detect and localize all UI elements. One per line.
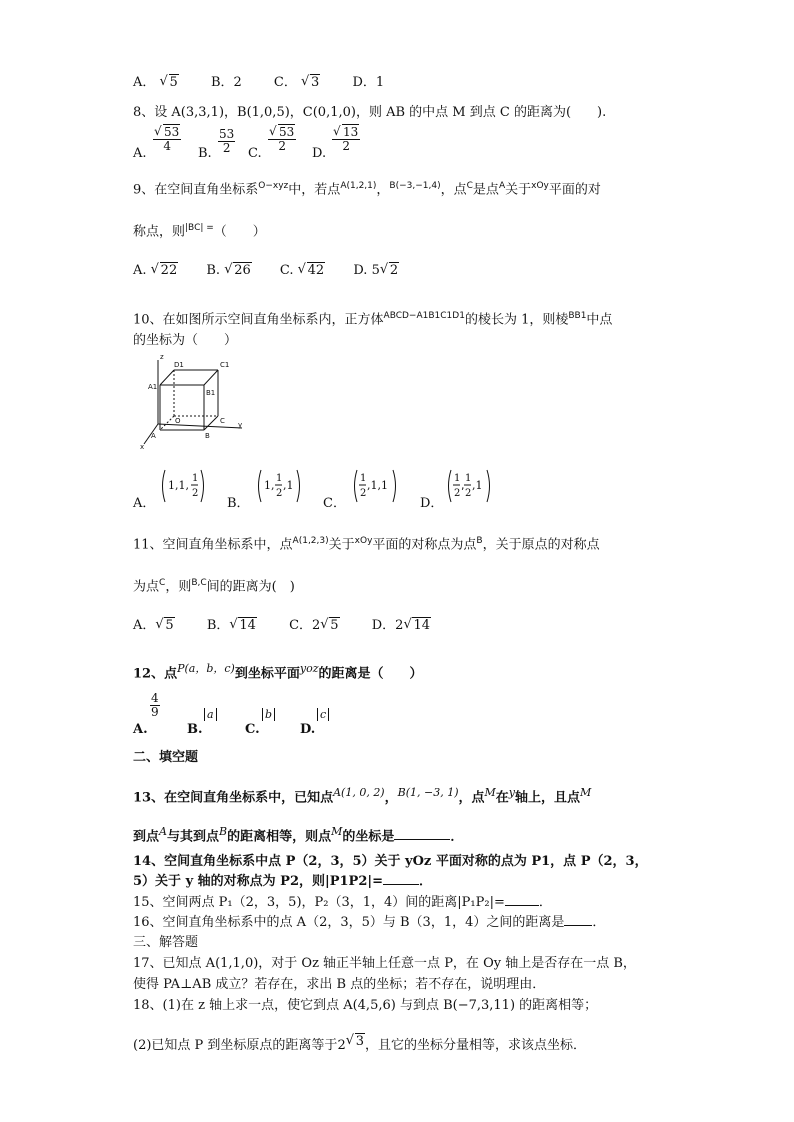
fig-label-y: y xyxy=(238,421,243,429)
q10-line1: 10、在如图所示空间直角坐标系内，正方体$^{ABCD-A1B1C1D1}$的棱长为 1，则棱$^{BB1}$中点 xyxy=(133,311,613,328)
fig-label-x: x xyxy=(140,443,145,451)
svg-text:2: 2 xyxy=(454,488,461,499)
q10-line2: 的坐标为（ ） xyxy=(133,333,238,348)
q7-option-a: A． xyxy=(133,75,156,90)
vector-half-1-1 xyxy=(352,468,398,507)
q14-line2: 5）关于 y 轴的对称点为 P2，则|P1P2|= ． xyxy=(133,874,433,889)
section-answer-title: 三、解答题 xyxy=(133,935,199,950)
answer-blank xyxy=(394,839,450,840)
svg-text:,1,1: ,1,1 xyxy=(367,479,388,492)
q7-option-b: B．2 xyxy=(210,75,242,90)
vector-1-1-half xyxy=(160,468,206,507)
fig-label-b1: B1 xyxy=(206,389,216,397)
q12-stem: 12、点$^{P(a,b,c)}$到坐标平面$^{yoz}$的距离是（ ） xyxy=(133,662,423,682)
sqrt-symbol: √ 3 xyxy=(301,74,320,92)
fig-label-b: B xyxy=(205,432,210,440)
svg-text:1: 1 xyxy=(360,473,367,484)
q13-line1: 13、在空间直角坐标系中，已知点$^{A(1, 0, 2)}$，$^{B(1, -3, 1)}$，点$^M$在$^y$轴上，且点$^M$ xyxy=(133,786,592,806)
fraction: √ $\frac{13}{2}$ xyxy=(332,126,360,153)
q15: 15、空间两点 P₁（2，3，5)，P₂（3，1，4）间的距离|P₁P₂|= ． xyxy=(133,895,552,910)
svg-text:2: 2 xyxy=(276,488,283,499)
q16: 16、空间直角坐标系中的点 A（2，3，5）与 B（3，1，4）之间的距离是 ． xyxy=(133,915,606,930)
q9-options: A. √ 22 B. √ 26 C. √ 42 D. 5√ 2 xyxy=(133,262,399,280)
fig-label-z: z xyxy=(160,353,164,361)
q7-option-c: C． xyxy=(273,75,297,90)
svg-text:,: , xyxy=(461,479,465,492)
q7-options xyxy=(133,74,384,92)
q14-line1: 14、空间直角坐标系中点 P（2，3，5）关于 yOz 平面对称的点为 P1，点 P（2，3， xyxy=(133,854,648,869)
q9-line1: 9、在空间直角坐标系$^{O-xyz}$中，若点$^{A(1,2,1)}$，$^{B(-3,-1,4)}$，点$^C$是点$^A$关于$^{xOy}$平面的对 xyxy=(133,181,601,198)
svg-text:1: 1 xyxy=(454,473,461,484)
q18-line1: 18、(1)在 z 轴上求一点，使它到点 A(4,5,6) 与到点 B(−7,3,11) 的距离相等； xyxy=(133,998,598,1013)
fig-label-a1: A1 xyxy=(148,383,158,391)
svg-text:1: 1 xyxy=(465,473,472,484)
answer-blank xyxy=(564,925,592,926)
q17-line1: 17、已知点 A(1,1,0)，对于 Oz 轴正半轴上任意一点 P，在 Oy 轴上是否存在一点 B， xyxy=(133,956,636,971)
fig-label-o: O xyxy=(175,417,181,425)
fig-label-a: A xyxy=(151,432,156,440)
q17-line2: 使得 PA⊥AB 成立？若存在，求出 B 点的坐标；若不存在，说明理由． xyxy=(133,977,546,992)
svg-text:,1: ,1 xyxy=(472,479,483,492)
answer-blank xyxy=(505,905,539,906)
vector-half-half-1 xyxy=(446,468,492,507)
svg-text:1: 1 xyxy=(276,473,283,484)
svg-text:2: 2 xyxy=(465,488,472,499)
cube-figure xyxy=(138,352,248,452)
q11-line1: 11、空间直角坐标系中，点$^{A(1,2,3)}$关于$^{xOy}$平面的对称点为点$^B$，关于原点的对称点 xyxy=(133,536,600,553)
q13-line2: 到点$^A$与其到点$^B$的距离相等，则点$^M$的坐标是 ． xyxy=(133,825,464,845)
fig-label-d1: D1 xyxy=(174,361,184,369)
svg-text:1,1,: 1,1, xyxy=(168,479,189,492)
svg-text:1: 1 xyxy=(192,473,199,484)
q8-stem: 8、设 A(3,3,1)，B(1,0,5)，C(0,1,0)，则 AB 的中点 M 到点 C 的距离为( ). xyxy=(133,105,607,120)
svg-text:,1: ,1 xyxy=(283,479,294,492)
fraction: √ $\frac{53}{4}$ xyxy=(153,126,181,153)
fraction: $\frac{4}{9}$ xyxy=(151,691,159,719)
svg-text:1,: 1, xyxy=(264,479,275,492)
section-fill-in-title: 二、填空题 xyxy=(133,750,199,765)
q11-options: A．√ 5 B．√ 14 C．2√ 5 D．2√ 14 xyxy=(133,617,431,635)
fraction: √ $\frac{53}{2}$ xyxy=(268,126,296,153)
svg-text:2: 2 xyxy=(360,488,367,499)
q18-line2: (2)已知点 P 到坐标原点的距离等于2√ 3，且它的坐标分量相等，求该点坐标． xyxy=(133,1033,586,1055)
answer-blank xyxy=(383,884,419,885)
q9-line2: 称点，则$^{|BC| =}$（ ） xyxy=(133,223,266,240)
vector-1-half-1 xyxy=(256,468,302,507)
q7-option-d: D．1 xyxy=(352,75,385,90)
svg-text:2: 2 xyxy=(192,488,199,499)
q11-line2: 为点$^C$，则$^{B,C}$间的距离为( ) xyxy=(133,578,295,595)
fig-label-c1: C1 xyxy=(220,361,230,369)
sqrt-symbol: √ 5 xyxy=(160,74,179,92)
fig-label-c: C xyxy=(220,417,225,425)
fraction: $\frac{53}{2}$ xyxy=(219,127,235,155)
